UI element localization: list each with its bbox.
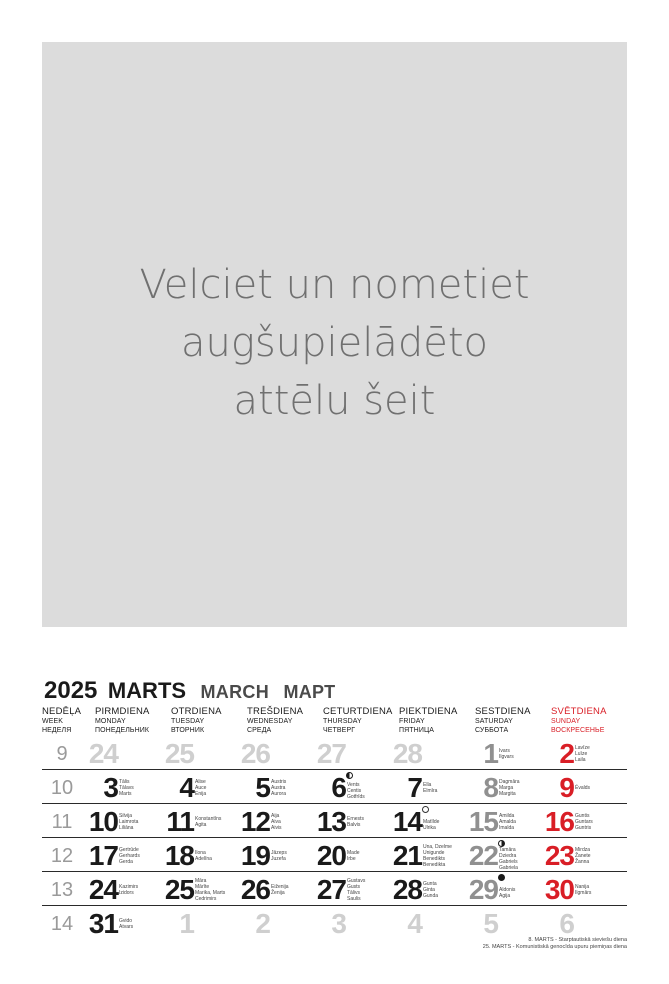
day-number: 20 <box>316 840 346 871</box>
name-day: Ilgmārs <box>575 890 592 896</box>
name-days <box>575 737 619 771</box>
name-days <box>575 771 619 805</box>
day-cell[interactable] <box>468 771 544 805</box>
day-cell[interactable] <box>240 771 316 805</box>
day-cell[interactable] <box>316 805 392 839</box>
name-days <box>119 873 163 907</box>
name-days <box>195 839 239 873</box>
name-days <box>499 737 543 771</box>
name-day: Alise <box>195 778 206 785</box>
name-days <box>195 873 239 907</box>
name-day: Mārīte <box>195 883 210 890</box>
day-number: 1 <box>179 908 194 939</box>
week-number: 10 <box>50 777 74 799</box>
name-day: Aivis <box>271 825 282 832</box>
day-cell[interactable] <box>240 839 316 873</box>
column-header-ru: НЕДЕЛЯ <box>42 727 72 734</box>
name-day: Ernests <box>347 815 364 822</box>
day-number: 15 <box>468 806 498 837</box>
column-header-week <box>42 706 81 736</box>
name-days <box>119 907 163 941</box>
week-row <box>0 805 669 839</box>
column-header-sunday <box>551 706 607 736</box>
week-row <box>0 771 669 805</box>
name-day: Tālavs <box>119 784 134 791</box>
name-days <box>271 771 315 805</box>
name-day: Laila <box>575 757 586 764</box>
name-day: Vents <box>347 781 360 788</box>
column-header-tuesday <box>171 706 222 736</box>
day-cell[interactable] <box>164 771 240 805</box>
day-cell[interactable] <box>164 839 240 873</box>
name-day: Aldonis <box>499 886 516 893</box>
day-number: 6 <box>559 908 574 939</box>
column-header-lv: TREŠDIENA <box>247 706 304 717</box>
day-cell[interactable] <box>88 771 164 805</box>
day-number: 1 <box>483 738 498 769</box>
name-days <box>423 771 467 805</box>
name-day: Ilgvars <box>499 754 514 760</box>
day-number: 25 <box>164 738 194 769</box>
name-day: Ginta <box>423 886 435 893</box>
day-cell[interactable] <box>316 771 392 805</box>
day-number: 30 <box>544 874 574 905</box>
day-cell[interactable] <box>240 805 316 839</box>
day-cell[interactable] <box>544 771 620 805</box>
name-day: Marga <box>499 784 514 791</box>
name-day: Konstantīns <box>195 815 222 822</box>
name-days <box>195 805 239 839</box>
name-day: Gustavs <box>347 877 366 884</box>
name-day: Laimrota <box>119 818 139 825</box>
name-days <box>423 811 467 839</box>
name-day: Ženija <box>271 890 285 896</box>
name-day: Ilona <box>195 849 206 856</box>
day-number: 4 <box>407 908 422 939</box>
day-cell[interactable] <box>88 873 164 907</box>
name-day: Matīlde <box>423 818 440 825</box>
week-row <box>0 907 669 941</box>
day-cell[interactable] <box>468 907 544 941</box>
day-number: 28 <box>392 738 422 769</box>
week-number: 12 <box>50 845 74 867</box>
name-day: Cedrimirs <box>195 896 217 903</box>
name-day: Ivars <box>499 747 510 754</box>
name-day: Žanna <box>575 859 590 866</box>
name-day: Enija <box>195 791 207 798</box>
day-number: 24 <box>88 874 118 905</box>
name-days <box>119 771 163 805</box>
day-number: 3 <box>331 908 346 939</box>
column-header-ru: ВОСКРЕСЕНЬЕ <box>551 727 605 734</box>
day-number: 18 <box>164 840 194 871</box>
name-day: Gunda <box>423 893 439 900</box>
day-cell[interactable] <box>316 839 392 873</box>
day-number: 27 <box>316 874 346 905</box>
name-days <box>271 873 315 907</box>
day-cell[interactable] <box>544 873 620 907</box>
column-header-lv: PIEKTDIENA <box>399 706 458 717</box>
footnote: 8. MARTS - Starptautiskā sieviešu diena <box>528 937 627 943</box>
day-number: 24 <box>88 738 118 769</box>
calendar-title <box>44 677 335 705</box>
day-number: 17 <box>88 840 118 871</box>
name-day: Luīze <box>575 750 588 757</box>
title-month-ru: МАРТ <box>283 682 336 702</box>
column-header-ru: ПОНЕДЕЛЬНИК <box>95 727 150 734</box>
name-day: Aiva <box>271 818 281 825</box>
name-days <box>575 873 619 907</box>
day-number: 2 <box>559 738 574 769</box>
name-day: Gvido <box>119 917 133 924</box>
day-number: 16 <box>544 806 574 837</box>
name-day: Lavīze <box>575 744 590 751</box>
name-day: Gerhards <box>119 852 140 859</box>
name-day: Ēvalds <box>575 784 591 791</box>
week-number: 11 <box>51 811 73 833</box>
column-header-en: SUNDAY <box>551 718 581 725</box>
day-cell[interactable] <box>88 737 164 771</box>
day-number: 31 <box>88 908 118 939</box>
name-day: Juzefa <box>271 856 286 862</box>
day-cell[interactable] <box>316 873 392 907</box>
image-upload-dropzone[interactable] <box>42 42 627 627</box>
name-day: Austra <box>271 784 286 791</box>
name-days <box>195 771 239 805</box>
name-day: Imalda <box>499 825 515 832</box>
name-day: Unigunde <box>423 849 445 856</box>
name-day: Made <box>347 849 360 856</box>
day-number: 2 <box>255 908 270 939</box>
day-cell[interactable] <box>468 737 544 771</box>
name-day: Ulrika <box>423 825 436 831</box>
column-header-monday <box>95 706 150 736</box>
name-day: Balvis <box>347 822 361 828</box>
name-day: Māra <box>195 877 207 884</box>
column-header-en: MONDAY <box>95 718 126 725</box>
day-number: 11 <box>166 806 194 837</box>
week-number: 13 <box>50 879 74 901</box>
day-cell[interactable] <box>240 737 316 771</box>
column-header-en: SATURDAY <box>475 718 513 725</box>
name-day: Gunta <box>423 880 437 887</box>
day-cell[interactable] <box>88 839 164 873</box>
name-days <box>499 845 543 873</box>
day-number: 7 <box>407 772 422 803</box>
name-days <box>347 777 391 805</box>
day-cell[interactable] <box>164 805 240 839</box>
day-cell[interactable] <box>392 907 468 941</box>
name-day: Adelīna <box>195 856 212 862</box>
week-number: 9 <box>56 743 68 765</box>
name-day: Jāzeps <box>271 849 287 856</box>
day-cell[interactable] <box>544 907 620 941</box>
week-row <box>0 873 669 907</box>
name-days <box>119 839 163 873</box>
name-day: Liliāna <box>119 825 134 832</box>
name-day: Žanete <box>575 852 591 859</box>
day-number: 23 <box>544 840 574 871</box>
name-day: Atvars <box>119 924 134 930</box>
name-days <box>499 879 543 907</box>
day-cell[interactable] <box>544 805 620 839</box>
name-day: Mirdza <box>575 846 591 853</box>
name-day: Centis <box>347 787 362 794</box>
name-day: Gabriels <box>499 859 518 865</box>
column-header-ru: ПЯТНИЦА <box>399 727 434 734</box>
day-number: 5 <box>255 772 270 803</box>
column-header-lv: SVĒTDIENA <box>551 706 607 717</box>
name-day: Dagmāra <box>499 778 520 785</box>
column-header-thursday <box>323 706 393 736</box>
title-month-en: MARCH <box>200 682 270 702</box>
name-day: Dziedra <box>499 852 517 859</box>
day-cell[interactable] <box>88 907 164 941</box>
title-year: 2025 <box>44 677 98 704</box>
name-days <box>575 839 619 873</box>
column-header-en: TUESDAY <box>171 718 205 725</box>
name-day: Aurora <box>271 791 287 798</box>
day-number: 25 <box>164 874 194 905</box>
column-header-lv: NEDĒĻA <box>42 706 82 717</box>
name-day: Una, Dzelme <box>423 843 452 850</box>
day-number: 22 <box>468 840 498 871</box>
day-number: 8 <box>483 772 498 803</box>
day-cell[interactable] <box>392 737 468 771</box>
name-day: Gabriela <box>499 865 518 872</box>
name-day: Elmīra <box>423 788 438 794</box>
day-cell[interactable] <box>468 839 544 873</box>
name-day: Ella <box>423 781 432 788</box>
name-day: Irbe <box>347 856 356 862</box>
day-number: 28 <box>392 874 422 905</box>
day-cell[interactable] <box>392 805 468 839</box>
name-days <box>347 873 391 907</box>
day-number: 4 <box>179 772 194 803</box>
day-cell[interactable] <box>88 805 164 839</box>
column-header-ru: ЧЕТВЕРГ <box>323 727 356 734</box>
column-header-lv: CETURTDIENA <box>323 706 393 717</box>
name-day: Nanija <box>575 883 590 890</box>
day-number: 26 <box>240 874 270 905</box>
day-cell[interactable] <box>468 873 544 907</box>
name-day: Tālis <box>119 778 130 785</box>
day-cell[interactable] <box>544 839 620 873</box>
title-month-lv: MARTS <box>107 678 187 703</box>
name-day: Gotfrīds <box>347 794 365 801</box>
name-days <box>575 805 619 839</box>
day-number: 6 <box>331 772 346 803</box>
day-number: 12 <box>240 806 270 837</box>
column-header-friday <box>399 706 458 736</box>
day-cell[interactable] <box>392 873 468 907</box>
name-day: Gerda <box>119 859 133 866</box>
day-number: 19 <box>240 840 270 871</box>
column-header-en: WEEK <box>42 718 64 725</box>
name-day: Marika, Marts <box>195 890 226 896</box>
name-day: Amalda <box>499 818 516 825</box>
name-day: Saulis <box>347 896 361 903</box>
day-number: 10 <box>88 806 118 837</box>
day-cell[interactable] <box>240 873 316 907</box>
name-day: Benedikta <box>423 862 446 869</box>
name-day: Marts <box>119 791 132 798</box>
name-day: Aija <box>271 812 280 819</box>
day-number: 29 <box>468 874 498 905</box>
name-days <box>347 839 391 873</box>
column-header-ru: ВТОРНИК <box>171 727 205 734</box>
day-cell[interactable] <box>468 805 544 839</box>
column-header-wednesday <box>247 706 303 736</box>
name-days <box>271 839 315 873</box>
day-cell[interactable] <box>164 873 240 907</box>
day-cell[interactable] <box>240 907 316 941</box>
day-cell[interactable] <box>392 771 468 805</box>
week-number: 14 <box>50 913 74 935</box>
column-header-ru: СРЕДА <box>247 727 272 734</box>
column-header-lv: PIRMDIENA <box>95 706 150 717</box>
column-header-en: WEDNESDAY <box>247 718 293 725</box>
day-cell[interactable] <box>316 737 392 771</box>
name-day: Agija <box>499 893 511 899</box>
column-header-lv: SESTDIENA <box>475 706 531 717</box>
name-day: Gusts <box>347 883 361 890</box>
day-number: 13 <box>316 806 346 837</box>
day-cell[interactable] <box>164 737 240 771</box>
name-days <box>423 839 467 873</box>
day-cell[interactable] <box>164 907 240 941</box>
day-cell[interactable] <box>392 839 468 873</box>
name-day: Amilda <box>499 812 515 819</box>
column-header-lv: OTRDIENA <box>171 706 222 717</box>
column-header-saturday <box>475 706 531 736</box>
name-day: Izidors <box>119 890 134 896</box>
name-day: Tālivs <box>347 890 361 896</box>
day-number: 5 <box>483 908 498 939</box>
name-days <box>423 873 467 907</box>
footnote: 25. MARTS - Komunistiskā genocīda upuru piemiņas diena <box>482 944 627 950</box>
name-days <box>119 805 163 839</box>
name-day: Auce <box>195 784 207 791</box>
holiday-footnotes <box>483 937 627 951</box>
upload-instruction-text: Velciet un nometiet augšupielādēto attēlu šeit <box>139 261 530 424</box>
name-day: Austris <box>271 778 287 785</box>
name-days <box>499 805 543 839</box>
name-day: Agita <box>195 822 207 828</box>
day-cell[interactable] <box>544 737 620 771</box>
week-row <box>0 839 669 873</box>
name-day: Guntars <box>575 818 593 825</box>
column-header-en: THURSDAY <box>323 718 362 725</box>
name-day: Silvija <box>119 812 133 819</box>
name-days <box>347 805 391 839</box>
column-header-ru: СУББОТА <box>475 727 509 734</box>
name-day: Eiženija <box>271 883 289 890</box>
day-number: 14 <box>392 806 422 837</box>
day-cell[interactable] <box>316 907 392 941</box>
name-day: Tamāra <box>499 846 516 853</box>
day-number: 9 <box>559 772 574 803</box>
week-row <box>0 737 669 771</box>
day-number: 21 <box>392 840 422 871</box>
name-day: Margita <box>499 791 516 798</box>
name-days <box>499 771 543 805</box>
column-header-en: FRIDAY <box>399 718 425 725</box>
name-day: Benedikts <box>423 856 445 862</box>
day-number: 27 <box>316 738 346 769</box>
name-day: Ģertrūde <box>119 846 139 853</box>
name-day: Kazimirs <box>119 883 139 890</box>
name-day: Guntis <box>575 812 590 819</box>
day-number: 26 <box>240 738 270 769</box>
name-days <box>271 805 315 839</box>
name-day: Guntris <box>575 825 592 832</box>
day-number: 3 <box>103 772 118 803</box>
